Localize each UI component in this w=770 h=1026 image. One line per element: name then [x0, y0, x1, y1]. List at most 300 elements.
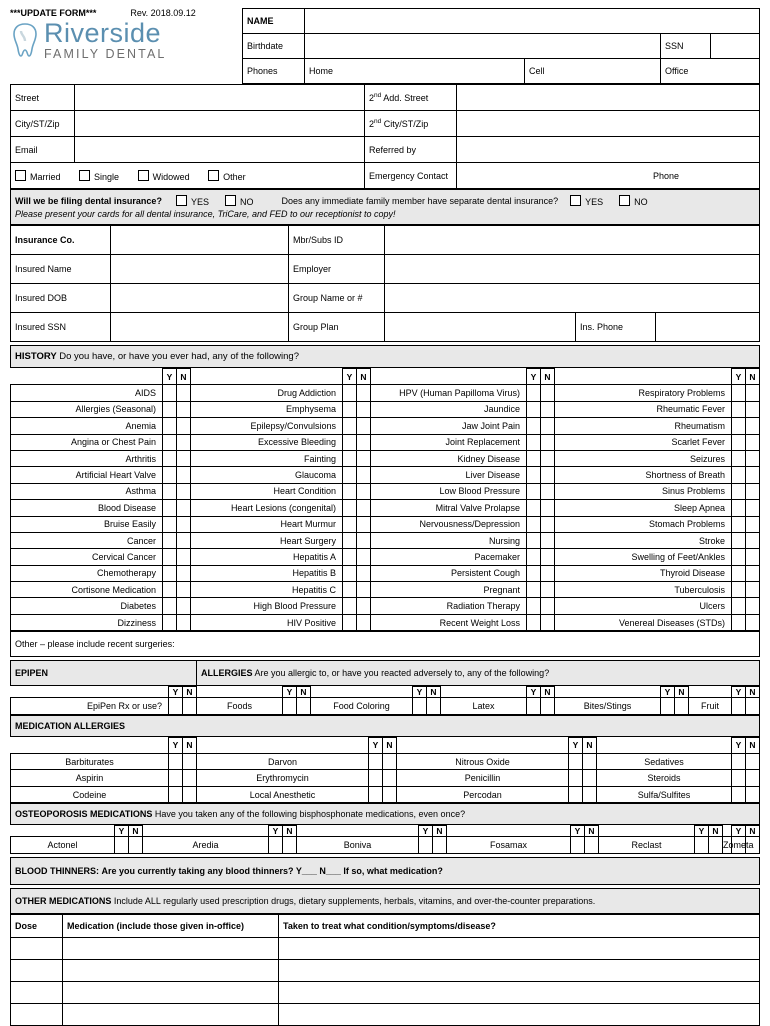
history-item-no-box[interactable]	[746, 532, 760, 548]
history-item-label: Heart Surgery	[191, 532, 343, 548]
history-item-label: Sleep Apnea	[555, 500, 732, 516]
history-item-yes-box[interactable]	[343, 614, 357, 630]
marital-widowed[interactable]: Widowed	[138, 170, 190, 182]
name-input[interactable]	[305, 9, 760, 34]
marital-married[interactable]: Married	[15, 170, 61, 182]
medallergy-col2-n: N	[383, 737, 397, 753]
history-item-no-box[interactable]	[541, 516, 555, 532]
medication-allergy-no-box[interactable]	[583, 754, 597, 770]
allergy-col5-y: Y	[661, 687, 675, 698]
history-item-yes-box[interactable]	[527, 516, 541, 532]
history-item-yes-box[interactable]	[527, 614, 541, 630]
history-item-label: Fainting	[191, 450, 343, 466]
ssn-label: SSN	[661, 34, 711, 59]
history-item-no-box[interactable]	[746, 467, 760, 483]
history-item-yes-box[interactable]	[732, 598, 746, 614]
insured-dob-label: Insured DOB	[11, 284, 111, 313]
checkbox-icon[interactable]	[570, 195, 581, 206]
history-item-label: Swelling of Feet/Ankles	[555, 549, 732, 565]
history-item-yes-box[interactable]	[163, 532, 177, 548]
history-item-yes-box[interactable]	[343, 450, 357, 466]
medication-allergy-label: Local Anesthetic	[197, 786, 369, 802]
history-item-no-box[interactable]	[746, 565, 760, 581]
history-row	[11, 418, 760, 434]
history-item-no-box[interactable]	[357, 549, 371, 565]
history-item-label: Shortness of Breath	[555, 467, 732, 483]
history-item-yes-box[interactable]	[732, 483, 746, 499]
history-other	[10, 631, 760, 657]
medication-medication-input[interactable]	[63, 959, 279, 981]
revision-label: Rev. 2018.09.12	[130, 8, 196, 18]
medication-allergy-label: Percodan	[397, 786, 569, 802]
history-item-no-box[interactable]	[177, 483, 191, 499]
history-item-yes-box[interactable]	[527, 483, 541, 499]
medication-medication-input[interactable]	[63, 937, 279, 959]
history-item-yes-box[interactable]	[343, 532, 357, 548]
second-citystzip-input[interactable]	[457, 111, 760, 137]
mbr-subs-id-label: Mbr/Subs ID	[289, 226, 385, 255]
history-item-yes-box[interactable]	[527, 385, 541, 401]
history-item-yes-box[interactable]	[163, 549, 177, 565]
medication-allergies-title: MEDICATION ALLERGIES	[11, 715, 760, 736]
history-item-label: Drug Addiction	[191, 385, 343, 401]
medication-condition-input[interactable]	[279, 1003, 760, 1025]
history-col4-n: N	[746, 369, 760, 385]
history-item-yes-box[interactable]	[343, 516, 357, 532]
allergy-item-label: Latex	[441, 698, 527, 714]
citystzip-input[interactable]	[75, 111, 365, 137]
medication-medication-input[interactable]	[63, 1003, 279, 1025]
history-item-no-box[interactable]	[357, 500, 371, 516]
history-item-no-box[interactable]	[177, 582, 191, 598]
history-item-yes-box[interactable]	[732, 500, 746, 516]
insured-ssn-input[interactable]	[111, 313, 289, 342]
allergy-item-no-box[interactable]	[746, 698, 760, 714]
allergy-col3-n: N	[427, 687, 441, 698]
history-item-no-box[interactable]	[746, 483, 760, 499]
osteoporosis-title: OSTEOPOROSIS MEDICATIONS	[15, 809, 153, 820]
history-item-yes-box[interactable]	[527, 500, 541, 516]
checkbox-icon[interactable]	[15, 170, 26, 181]
history-item-yes-box[interactable]	[163, 565, 177, 581]
insurance-co-label: Insurance Co.	[11, 226, 111, 255]
medication-dose-input[interactable]	[11, 1003, 63, 1025]
history-item-yes-box[interactable]	[343, 500, 357, 516]
history-item-yes-box[interactable]	[527, 434, 541, 450]
history-item-label: Emphysema	[191, 401, 343, 417]
history-item-yes-box[interactable]	[732, 549, 746, 565]
medication-allergy-yes-box[interactable]	[369, 770, 383, 786]
history-item-yes-box[interactable]	[163, 598, 177, 614]
office-phone-field[interactable]: Office	[661, 59, 760, 84]
medication-allergy-no-box[interactable]	[746, 786, 760, 802]
medication-allergy-label: Codeine	[11, 786, 169, 802]
medication-entry-row	[11, 981, 760, 1003]
history-item-yes-box[interactable]	[527, 582, 541, 598]
medication-allergy-no-box[interactable]	[383, 754, 397, 770]
medication-allergy-yes-box[interactable]	[569, 754, 583, 770]
history-item-yes-box[interactable]	[343, 565, 357, 581]
osteo-col5-n: N	[709, 826, 723, 837]
history-item-label: Hepatitis B	[191, 565, 343, 581]
allergy-item-yes-box[interactable]	[283, 698, 297, 714]
osteoporosis-item-label: Boniva	[297, 837, 419, 853]
medication-allergy-yes-box[interactable]	[369, 754, 383, 770]
email-label: Email	[11, 137, 75, 163]
medication-allergy-no-box[interactable]	[183, 770, 197, 786]
history-item-no-box[interactable]	[746, 500, 760, 516]
history-item-no-box[interactable]	[357, 532, 371, 548]
logo-wordmark: Riverside	[44, 18, 162, 48]
history-item-no-box[interactable]	[177, 565, 191, 581]
history-item-yes-box[interactable]	[732, 434, 746, 450]
col-treated-for: Taken to treat what condition/symptoms/disease?	[279, 914, 760, 937]
medication-entry-row	[11, 1003, 760, 1025]
email-input[interactable]	[75, 137, 365, 163]
history-row	[11, 532, 760, 548]
history-item-no-box[interactable]	[541, 483, 555, 499]
allergy-col2-n: N	[297, 687, 311, 698]
history-item-yes-box[interactable]	[163, 500, 177, 516]
medication-allergy-no-box[interactable]	[383, 770, 397, 786]
allergy-col3-y: Y	[413, 687, 427, 698]
history-item-no-box[interactable]	[177, 516, 191, 532]
history-col3-y: Y	[527, 369, 541, 385]
history-item-no-box[interactable]	[746, 549, 760, 565]
allergies-row	[11, 698, 760, 714]
medication-allergy-yes-box[interactable]	[732, 754, 746, 770]
history-item-yes-box[interactable]	[163, 467, 177, 483]
history-item-no-box[interactable]	[177, 385, 191, 401]
history-item-yes-box[interactable]	[732, 467, 746, 483]
marital-status-group[interactable]	[11, 163, 365, 189]
mbr-subs-id-input[interactable]	[385, 226, 760, 255]
history-item-yes-box[interactable]	[163, 614, 177, 630]
medication-allergy-yes-box[interactable]	[169, 770, 183, 786]
history-item-no-box[interactable]	[357, 516, 371, 532]
allergy-item-yes-box[interactable]	[527, 698, 541, 714]
history-item-label: Pregnant	[371, 582, 527, 598]
history-item-no-box[interactable]	[357, 385, 371, 401]
history-item-yes-box[interactable]	[343, 467, 357, 483]
medication-allergy-no-box[interactable]	[183, 754, 197, 770]
insurance-yes[interactable]: YES	[176, 195, 209, 207]
history-item-yes-box[interactable]	[732, 532, 746, 548]
history-item-yes-box[interactable]	[732, 565, 746, 581]
birthdate-input[interactable]	[305, 34, 661, 59]
history-item-yes-box[interactable]	[527, 450, 541, 466]
ssn-input[interactable]	[711, 34, 760, 59]
blood-thinners-cell[interactable]	[11, 857, 760, 884]
group-name-label: Group Name or #	[289, 284, 385, 313]
insured-name-input[interactable]	[111, 255, 289, 284]
history-item-no-box[interactable]	[746, 516, 760, 532]
checkbox-icon[interactable]	[208, 170, 219, 181]
medication-condition-input[interactable]	[279, 981, 760, 1003]
history-item-yes-box[interactable]	[343, 401, 357, 417]
medication-allergy-yes-box[interactable]	[732, 770, 746, 786]
history-item-yes-box[interactable]	[732, 385, 746, 401]
insured-ssn-label: Insured SSN	[11, 313, 111, 342]
history-item-no-box[interactable]	[357, 418, 371, 434]
history-item-no-box[interactable]	[357, 401, 371, 417]
insurance-question-label: Will we be filing dental insurance?	[15, 196, 162, 206]
history-item-yes-box[interactable]	[343, 483, 357, 499]
history-item-label: Arthritis	[11, 450, 163, 466]
history-item-no-box[interactable]	[177, 467, 191, 483]
history-item-label: Venereal Diseases (STDs)	[555, 614, 732, 630]
history-item-no-box[interactable]	[541, 598, 555, 614]
cell-phone-field[interactable]: Cell	[525, 59, 661, 84]
history-item-no-box[interactable]	[746, 598, 760, 614]
medication-condition-input[interactable]	[279, 937, 760, 959]
history-item-label: Seizures	[555, 450, 732, 466]
history-item-label: Joint Replacement	[371, 434, 527, 450]
medication-allergy-no-box[interactable]	[583, 786, 597, 802]
medication-dose-input[interactable]	[11, 981, 63, 1003]
history-item-label: HIV Positive	[191, 614, 343, 630]
osteoporosis-no-box[interactable]	[585, 837, 599, 853]
medication-allergy-yes-box[interactable]	[732, 786, 746, 802]
allergy-col2-y: Y	[283, 687, 297, 698]
emergency-phone-field[interactable]: Phone	[457, 163, 760, 189]
history-col3-n: N	[541, 369, 555, 385]
history-item-no-box[interactable]	[746, 385, 760, 401]
history-item-yes-box[interactable]	[343, 598, 357, 614]
history-item-yes-box[interactable]	[527, 598, 541, 614]
medication-allergy-yes-box[interactable]	[569, 770, 583, 786]
history-table	[10, 368, 760, 631]
history-row	[11, 467, 760, 483]
allergy-col1-n: N	[183, 687, 197, 698]
birthdate-label: Birthdate	[243, 34, 305, 59]
checkbox-icon[interactable]	[176, 195, 187, 206]
allergy-item-yes-box[interactable]	[413, 698, 427, 714]
checkbox-icon[interactable]	[619, 195, 630, 206]
history-item-no-box[interactable]	[541, 614, 555, 630]
history-row	[11, 483, 760, 499]
history-item-yes-box[interactable]	[343, 582, 357, 598]
medallergy-col4-n: N	[746, 737, 760, 753]
history-item-no-box[interactable]	[177, 401, 191, 417]
history-item-yes-box[interactable]	[527, 467, 541, 483]
history-row	[11, 434, 760, 450]
history-col1-y: Y	[163, 369, 177, 385]
history-item-no-box[interactable]	[177, 500, 191, 516]
medication-allergy-yes-box[interactable]	[169, 786, 183, 802]
history-item-no-box[interactable]	[541, 500, 555, 516]
history-item-label: Asthma	[11, 483, 163, 499]
allergy-item-yes-box[interactable]	[661, 698, 675, 714]
history-item-no-box[interactable]	[541, 467, 555, 483]
group-plan-input[interactable]	[385, 313, 576, 342]
referred-by-input[interactable]	[457, 137, 760, 163]
medication-allergy-label: Darvon	[197, 754, 369, 770]
history-item-yes-box[interactable]	[163, 483, 177, 499]
medication-allergy-yes-box[interactable]	[569, 786, 583, 802]
osteoporosis-yes-box[interactable]	[269, 837, 283, 853]
allergy-col5-n: N	[675, 687, 689, 698]
history-item-yes-box[interactable]	[343, 418, 357, 434]
history-item-no-box[interactable]	[357, 467, 371, 483]
history-item-label: Blood Disease	[11, 500, 163, 516]
history-row	[11, 598, 760, 614]
second-street-input[interactable]	[457, 85, 760, 111]
street-input[interactable]	[75, 85, 365, 111]
checkbox-icon[interactable]	[79, 170, 90, 181]
history-item-yes-box[interactable]	[732, 614, 746, 630]
medication-allergy-yes-box[interactable]	[169, 754, 183, 770]
insurance-co-input[interactable]	[111, 226, 289, 255]
medication-condition-input[interactable]	[279, 959, 760, 981]
history-item-yes-box[interactable]	[527, 401, 541, 417]
history-item-no-box[interactable]	[357, 483, 371, 499]
medication-allergy-label: Penicillin	[397, 770, 569, 786]
osteoporosis-no-box[interactable]	[129, 837, 143, 853]
family-insurance-yes[interactable]: YES	[570, 195, 603, 207]
medication-allergy-yes-box[interactable]	[369, 786, 383, 802]
history-item-no-box[interactable]	[177, 598, 191, 614]
medication-allergy-label: Sulfa/Sulfites	[597, 786, 732, 802]
history-item-label: Hepatitis C	[191, 582, 343, 598]
history-item-yes-box[interactable]	[527, 532, 541, 548]
allergy-col1-y: Y	[169, 687, 183, 698]
allergy-item-no-box[interactable]	[541, 698, 555, 714]
history-item-yes-box[interactable]	[163, 450, 177, 466]
allergy-item-yes-box[interactable]	[169, 698, 183, 714]
history-item-yes-box[interactable]	[343, 434, 357, 450]
osteoporosis-yes-box[interactable]	[115, 837, 129, 853]
history-item-yes-box[interactable]	[163, 385, 177, 401]
history-item-yes-box[interactable]	[343, 385, 357, 401]
osteoporosis-yes-box[interactable]	[419, 837, 433, 853]
group-name-input[interactable]	[385, 284, 760, 313]
osteo-col2-n: N	[283, 826, 297, 837]
family-insurance-no[interactable]: NO	[619, 195, 648, 207]
employer-input[interactable]	[385, 255, 760, 284]
allergy-item-no-box[interactable]	[675, 698, 689, 714]
history-item-no-box[interactable]	[746, 434, 760, 450]
history-item-no-box[interactable]	[177, 614, 191, 630]
history-row	[11, 385, 760, 401]
history-item-yes-box[interactable]	[732, 516, 746, 532]
medication-medication-input[interactable]	[63, 981, 279, 1003]
history-item-label: Ulcers	[555, 598, 732, 614]
history-item-yes-box[interactable]	[343, 549, 357, 565]
osteoporosis-yes-box[interactable]	[571, 837, 585, 853]
history-item-no-box[interactable]	[541, 532, 555, 548]
checkbox-icon[interactable]	[225, 195, 236, 206]
medication-allergy-no-box[interactable]	[583, 770, 597, 786]
medication-dose-input[interactable]	[11, 937, 63, 959]
history-header	[10, 345, 760, 368]
history-row	[11, 516, 760, 532]
marital-single[interactable]: Single	[79, 170, 119, 182]
osteoporosis-no-box[interactable]	[433, 837, 447, 853]
allergy-item-no-box[interactable]	[427, 698, 441, 714]
osteoporosis-no-box[interactable]	[709, 837, 723, 853]
history-item-no-box[interactable]	[746, 582, 760, 598]
update-form-label: ***UPDATE FORM***	[10, 8, 97, 18]
history-item-label: Nursing	[371, 532, 527, 548]
history-item-yes-box[interactable]	[527, 565, 541, 581]
history-item-no-box[interactable]	[357, 598, 371, 614]
osteoporosis-item-label: Zometa	[723, 837, 732, 853]
history-item-no-box[interactable]	[177, 532, 191, 548]
history-item-no-box[interactable]	[357, 614, 371, 630]
history-item-yes-box[interactable]	[163, 401, 177, 417]
osteoporosis-yes-box[interactable]	[695, 837, 709, 853]
history-item-yes-box[interactable]	[163, 516, 177, 532]
medication-allergy-no-box[interactable]	[746, 754, 760, 770]
history-item-yes-box[interactable]	[527, 549, 541, 565]
history-item-no-box[interactable]	[541, 401, 555, 417]
history-item-yes-box[interactable]	[163, 434, 177, 450]
history-item-yes-box[interactable]	[732, 418, 746, 434]
history-item-no-box[interactable]	[541, 385, 555, 401]
medication-allergies-table	[10, 737, 760, 804]
osteoporosis-item-label: Aredia	[143, 837, 269, 853]
allergy-item-no-box[interactable]	[297, 698, 311, 714]
medication-allergy-no-box[interactable]	[383, 786, 397, 802]
allergy-item-no-box[interactable]	[183, 698, 197, 714]
history-item-yes-box[interactable]	[732, 582, 746, 598]
history-item-yes-box[interactable]	[527, 418, 541, 434]
medication-allergy-row	[11, 786, 760, 802]
history-item-no-box[interactable]	[177, 549, 191, 565]
history-item-no-box[interactable]	[177, 434, 191, 450]
history-item-yes-box[interactable]	[163, 582, 177, 598]
history-item-no-box[interactable]	[746, 418, 760, 434]
history-item-no-box[interactable]	[746, 614, 760, 630]
history-item-no-box[interactable]	[357, 565, 371, 581]
history-item-no-box[interactable]	[746, 450, 760, 466]
history-item-no-box[interactable]	[541, 418, 555, 434]
history-item-no-box[interactable]	[541, 450, 555, 466]
medication-dose-input[interactable]	[11, 959, 63, 981]
history-item-no-box[interactable]	[357, 450, 371, 466]
history-item-no-box[interactable]	[177, 418, 191, 434]
checkbox-icon[interactable]	[138, 170, 149, 181]
history-item-no-box[interactable]	[177, 450, 191, 466]
marital-other[interactable]: Other	[208, 170, 246, 182]
medication-allergy-no-box[interactable]	[183, 786, 197, 802]
osteoporosis-item-label: Fosamax	[447, 837, 571, 853]
history-item-yes-box[interactable]	[163, 418, 177, 434]
insured-dob-input[interactable]	[111, 284, 289, 313]
emergency-contact-label: Emergency Contact	[365, 163, 457, 189]
medication-allergy-no-box[interactable]	[746, 770, 760, 786]
allergy-item-yes-box[interactable]	[732, 698, 746, 714]
insurance-no[interactable]: NO	[225, 195, 254, 207]
history-item-no-box[interactable]	[541, 434, 555, 450]
history-item-yes-box[interactable]	[732, 450, 746, 466]
history-item-no-box[interactable]	[541, 582, 555, 598]
home-phone-field[interactable]: Home	[305, 59, 525, 84]
history-item-no-box[interactable]	[541, 549, 555, 565]
blood-thinners-title: BLOOD THINNERS:	[15, 865, 99, 876]
history-other-label[interactable]: Other – please include recent surgeries:	[11, 632, 760, 657]
history-item-no-box[interactable]	[541, 565, 555, 581]
osteoporosis-no-box[interactable]	[283, 837, 297, 853]
ins-phone-input[interactable]	[655, 313, 759, 342]
osteoporosis-header	[10, 803, 760, 825]
history-item-no-box[interactable]	[357, 434, 371, 450]
history-item-yes-box[interactable]	[732, 401, 746, 417]
history-item-no-box[interactable]	[357, 582, 371, 598]
history-item-no-box[interactable]	[746, 401, 760, 417]
history-item-label: Radiation Therapy	[371, 598, 527, 614]
